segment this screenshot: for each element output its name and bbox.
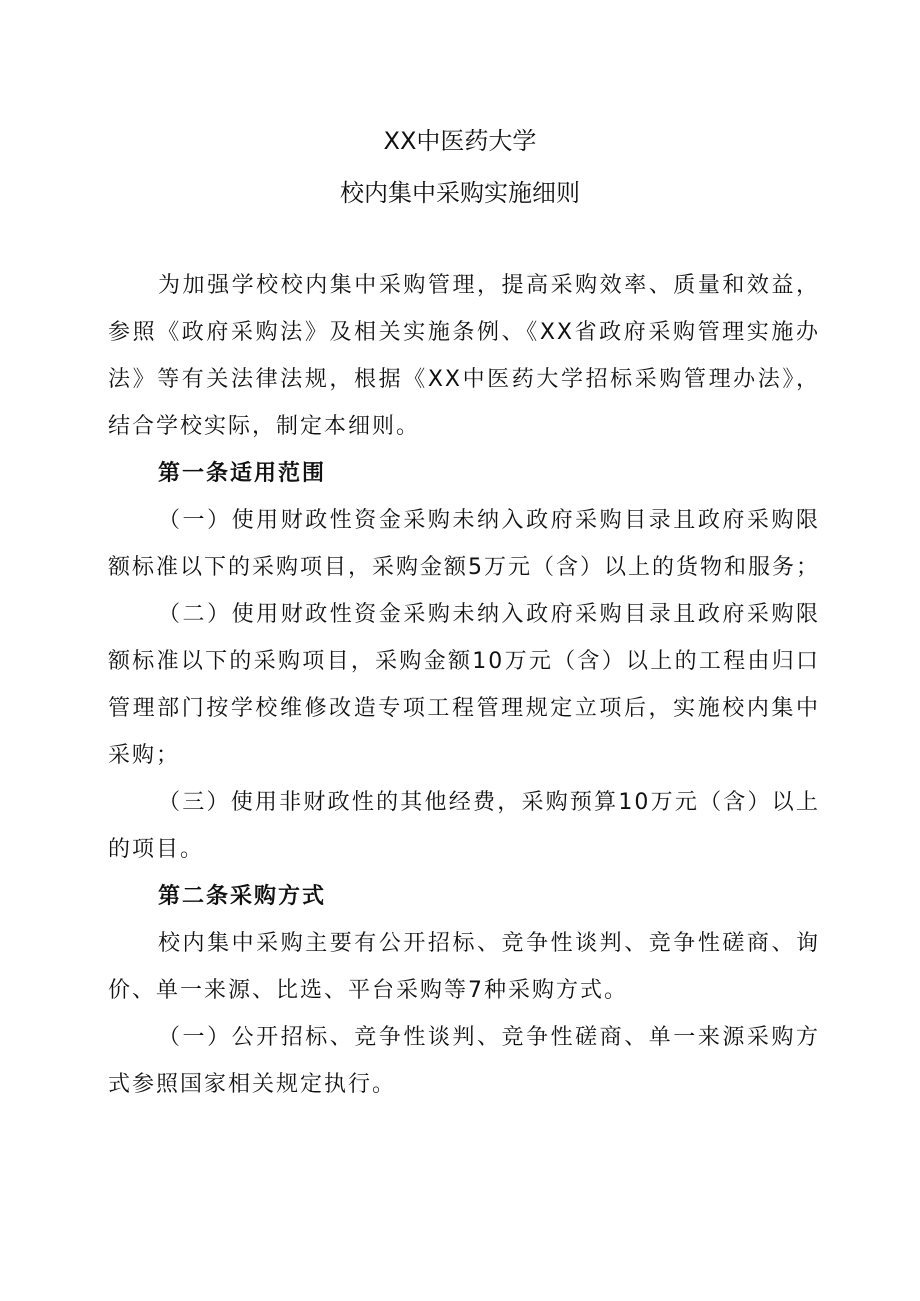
document-title-main: 校内集中采购实施细则 <box>340 179 580 207</box>
article-2-body: 校内集中采购主要有公开招标、竞争性谈判、竞争性磋商、询价、单一来源、比选、平台采购等7种采购方式。 <box>108 931 820 1003</box>
article-2-item-1: （一）公开招标、竞争性谈判、竞争性磋商、单一来源采购方式参照国家相关规定执行。 <box>108 1025 820 1097</box>
document-body <box>108 262 820 1108</box>
article-1-item-1: （一）使用财政性资金采购未纳入政府采购目录且政府采购限额标准以下的采购项目，采购金额5万元（含）以上的货物和服务； <box>108 508 820 580</box>
article-1-item-3: （三）使用非财政性的其他经费，采购预算10万元（含）以上的项目。 <box>108 790 820 862</box>
intro-paragraph: 为加强学校校内集中采购管理，提高采购效率、质量和效益，参照《政府采购法》及相关实施条例、《XX省政府采购管理实施办法》等有关法律法规，根据《XX中医药大学招标采购管理办法》，结合学校实际，制定本细则。 <box>108 273 820 439</box>
article-1-item-2: （二）使用财政性资金采购未纳入政府采购目录且政府采购限额标准以下的采购项目，采购金额10万元（含）以上的工程由归口管理部门按学校维修改造专项工程管理规定立项后，实施校内集中采购； <box>108 602 820 768</box>
document-title-institution: XX中医药大学 <box>383 127 537 155</box>
article-2-heading: 第二条采购方式 <box>158 884 327 909</box>
article-1-heading: 第一条适用范围 <box>158 461 327 486</box>
document-title-block <box>0 124 920 210</box>
